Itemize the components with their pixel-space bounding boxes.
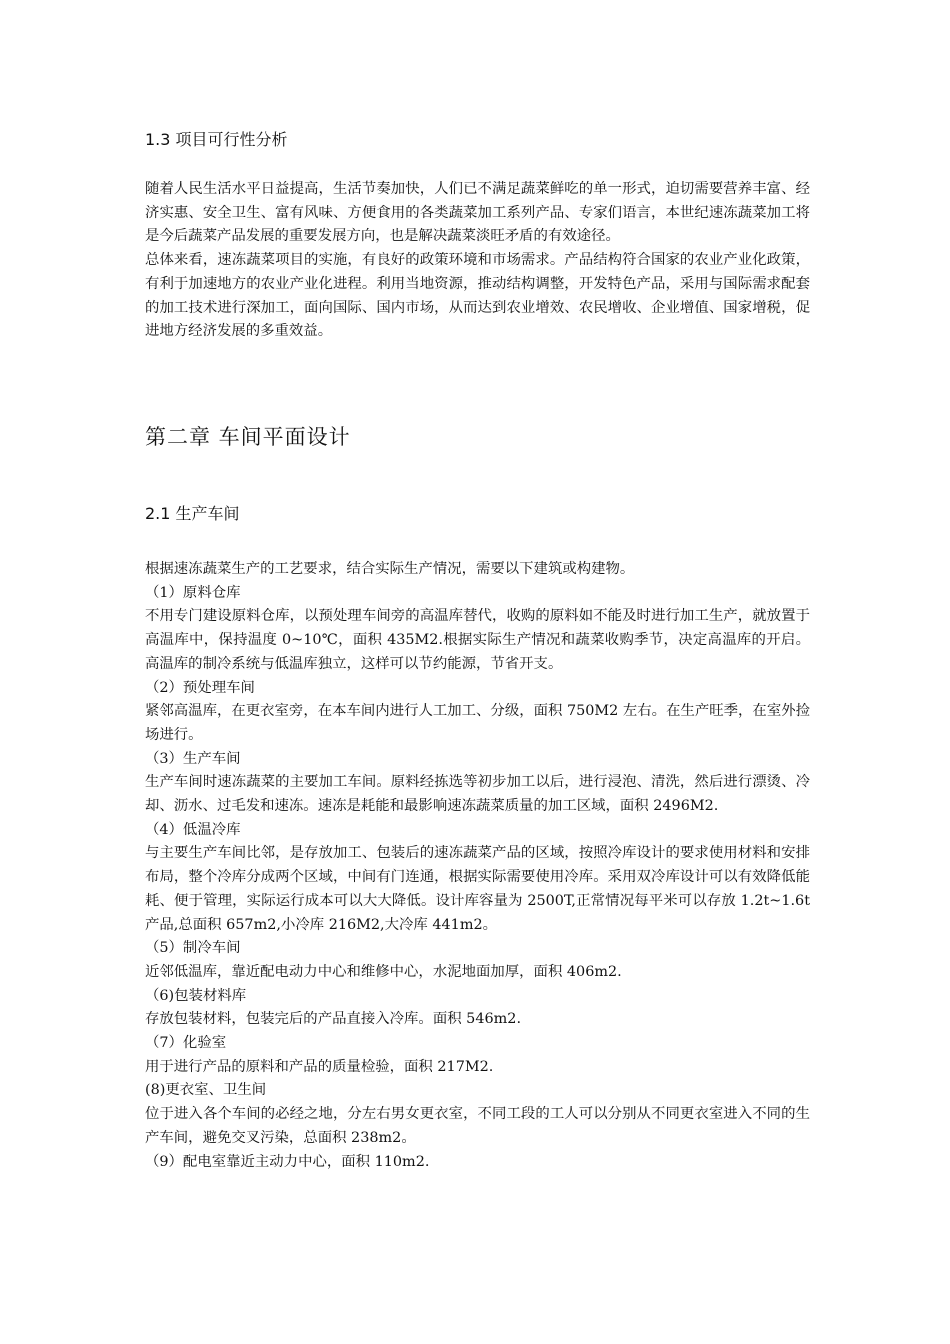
paragraph: 与主要生产车间比邻，是存放加工、包装后的速冻蔬菜产品的区域，按照冷库设计的要求使用材料和安排布局，整个冷库分成两个区域，中间有门连通，根据实际需要使用冷库。采用双冷库设计可以有效降低能耗、便于管理，实际运行成本可以大大降低。设计库容量为 2500T,正常情况每平米可以存放 1.2t~1.6t 产品,总面积 657m2,小冷库 216M2,大冷库 441m2。: [145, 845, 810, 933]
paragraph: 位于进入各个车间的必经之地，分左右男女更衣室，不同工段的工人可以分别从不同更衣室进入不同的生产车间，避免交叉污染，总面积 238m2。: [145, 1106, 810, 1146]
list-item-heading: （9）配电室靠近主动力中心，面积 110m2.: [145, 1153, 430, 1170]
list-item-heading: （2）预处理车间: [145, 679, 255, 696]
paragraph: 紧邻高温库，在更衣室旁，在本车间内进行人工加工、分级，面积 750M2 左右。在生产旺季，在室外捡场进行。: [145, 703, 810, 743]
list-item-heading: (8)更衣室、卫生间: [145, 1082, 267, 1099]
paragraph: 存放包装材料，包装完后的产品直接入冷库。面积 546m2.: [145, 1011, 522, 1028]
list-item-heading: （7）化验室: [145, 1035, 227, 1052]
paragraph: 用于进行产品的原料和产品的质量检验，面积 217M2.: [145, 1058, 494, 1075]
list-item-heading: （5）制冷车间: [145, 940, 241, 957]
list-item-heading: （1）原料仓库: [145, 584, 241, 601]
section-1-3-heading: 1.3 项目可行性分析: [145, 130, 288, 149]
section-2-1-heading: 2.1 生产车间: [145, 504, 240, 523]
chapter-2-heading: 第二章 车间平面设计: [145, 425, 351, 449]
section-2-1-body: [145, 558, 810, 1174]
paragraph: 总体来看，速冻蔬菜项目的实施，有良好的政策环境和市场需求。产品结构符合国家的农业产业化政策，有利于加速地方的农业产业化进程。利用当地资源，推动结构调整，开发特色产品，采用与国际需求配套的加工技术进行深加工，面向国际、国内市场，从而达到农业增效、农民增收、企业增值、国家增税，促进地方经济发展的多重效益。: [145, 252, 810, 340]
paragraph: 随着人民生活水平日益提高，生活节奏加快，人们已不满足蔬菜鲜吃的单一形式，迫切需要营养丰富、经济实惠、安全卫生、富有风味、方便食用的各类蔬菜加工系列产品、专家们语言，本世纪速冻蔬菜加工将是今后蔬菜产品发展的重要发展方向，也是解决蔬菜淡旺矛盾的有效途径。: [145, 181, 810, 245]
list-item-heading: （4）低温冷库: [145, 821, 241, 838]
paragraph: 不用专门建设原料仓库，以预处理车间旁的高温库替代，收购的原料如不能及时进行加工生产，就放置于高温库中，保持温度 0~10℃，面积 435M2.根据实际生产情况和蔬菜收购季节，决定高温库的开启。高温库的制冷系统与低温库独立，这样可以节约能源，节省开支。: [145, 608, 810, 672]
paragraph: 生产车间时速冻蔬菜的主要加工车间。原料经拣选等初步加工以后，进行浸泡、清洗，然后进行漂烫、冷却、沥水、过毛发和速冻。速冻是耗能和最影响速冻蔬菜质量的加工区域，面积 2496M2.: [145, 774, 810, 815]
list-item-heading: （6)包装材料库: [145, 987, 247, 1004]
list-item-heading: （3）生产车间: [145, 750, 241, 767]
paragraph: 近邻低温库，靠近配电动力中心和维修中心，水泥地面加厚，面积 406m2.: [145, 963, 622, 980]
section-1-3-body: [145, 178, 810, 344]
paragraph: 根据速冻蔬菜生产的工艺要求，结合实际生产情况，需要以下建筑或构建物。: [145, 561, 635, 577]
